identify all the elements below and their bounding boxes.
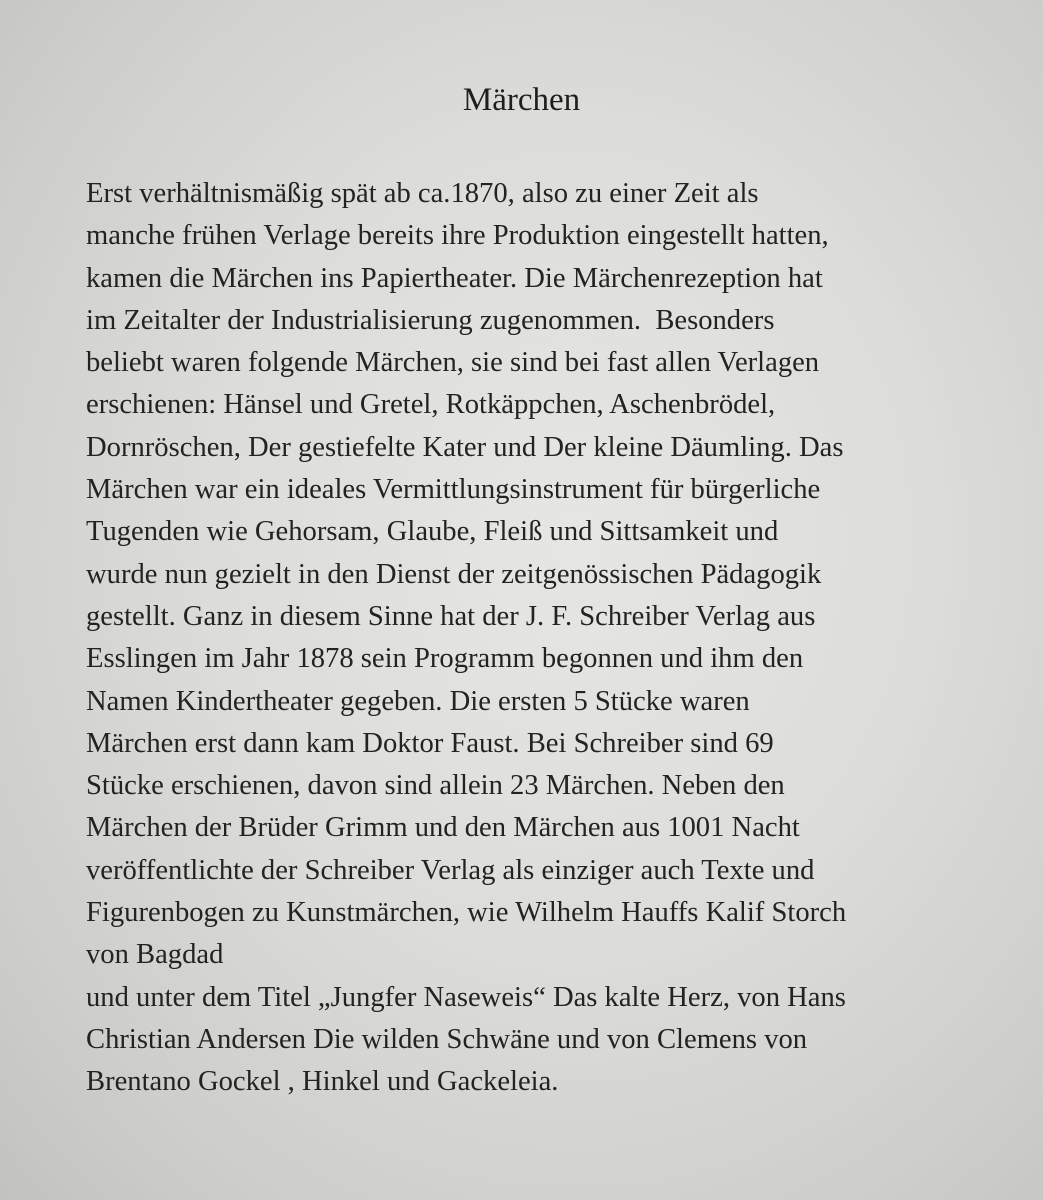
text-line: Esslingen im Jahr 1878 sein Programm begonnen und ihm den (86, 643, 804, 675)
text-line: erschienen: Hänsel und Gretel, Rotkäppchen, Aschenbrödel, (86, 389, 776, 421)
text-line: Märchen war ein ideales Vermittlungsinstrument für bürgerliche (86, 474, 821, 506)
page-title: Märchen (462, 82, 581, 118)
text-line: Erst verhältnismäßig spät ab ca.1870, also zu einer Zeit als (86, 178, 759, 209)
text-line: gestellt. Ganz in diesem Sinne hat der J. F. Schreiber Verlag aus (86, 600, 816, 632)
text-line: kamen die Märchen ins Papiertheater. Die Märchenrezeption hat (86, 262, 823, 294)
text-line: Christian Andersen Die wilden Schwäne und von Clemens von (86, 1023, 808, 1055)
text-line: und unter dem Titel „Jungfer Naseweis“ Das kalte Herz, von Hans (86, 981, 846, 1013)
text-line: wurde nun gezielt in den Dienst der zeitgenössischen Pädagogik (86, 558, 822, 590)
body-paragraph (86, 173, 986, 1104)
text-line: Dornröschen, Der gestiefelte Kater und Der kleine Däumling. Das (86, 431, 844, 463)
text-line: Tugenden wie Gehorsam, Glaube, Fleiß und Sittsamkeit und (86, 516, 779, 548)
text-line: Brentano Gockel , Hinkel und Gackeleia. (86, 1066, 559, 1098)
text-line: im Zeitalter der Industrialisierung zugenommen. Besonders (86, 304, 775, 336)
text-line: Namen Kindertheater gegeben. Die ersten 5 Stücke waren (86, 685, 750, 717)
text-line: von Bagdad (86, 939, 224, 971)
text-line: Märchen der Brüder Grimm und den Märchen aus 1001 Nacht (86, 812, 800, 844)
text-line: Märchen erst dann kam Doktor Faust. Bei Schreiber sind 69 (86, 727, 774, 759)
text-line: Stücke erschienen, davon sind allein 23 Märchen. Neben den (86, 770, 785, 802)
text-line: beliebt waren folgende Märchen, sie sind bei fast allen Verlagen (86, 347, 820, 379)
text-line: Figurenbogen zu Kunstmärchen, wie Wilhelm Hauffs Kalif Storch (86, 897, 847, 929)
text-line: manche frühen Verlage bereits ihre Produktion eingestellt hatten, (86, 220, 829, 252)
text-line: veröffentlichte der Schreiber Verlag als einziger auch Texte und (86, 854, 815, 886)
